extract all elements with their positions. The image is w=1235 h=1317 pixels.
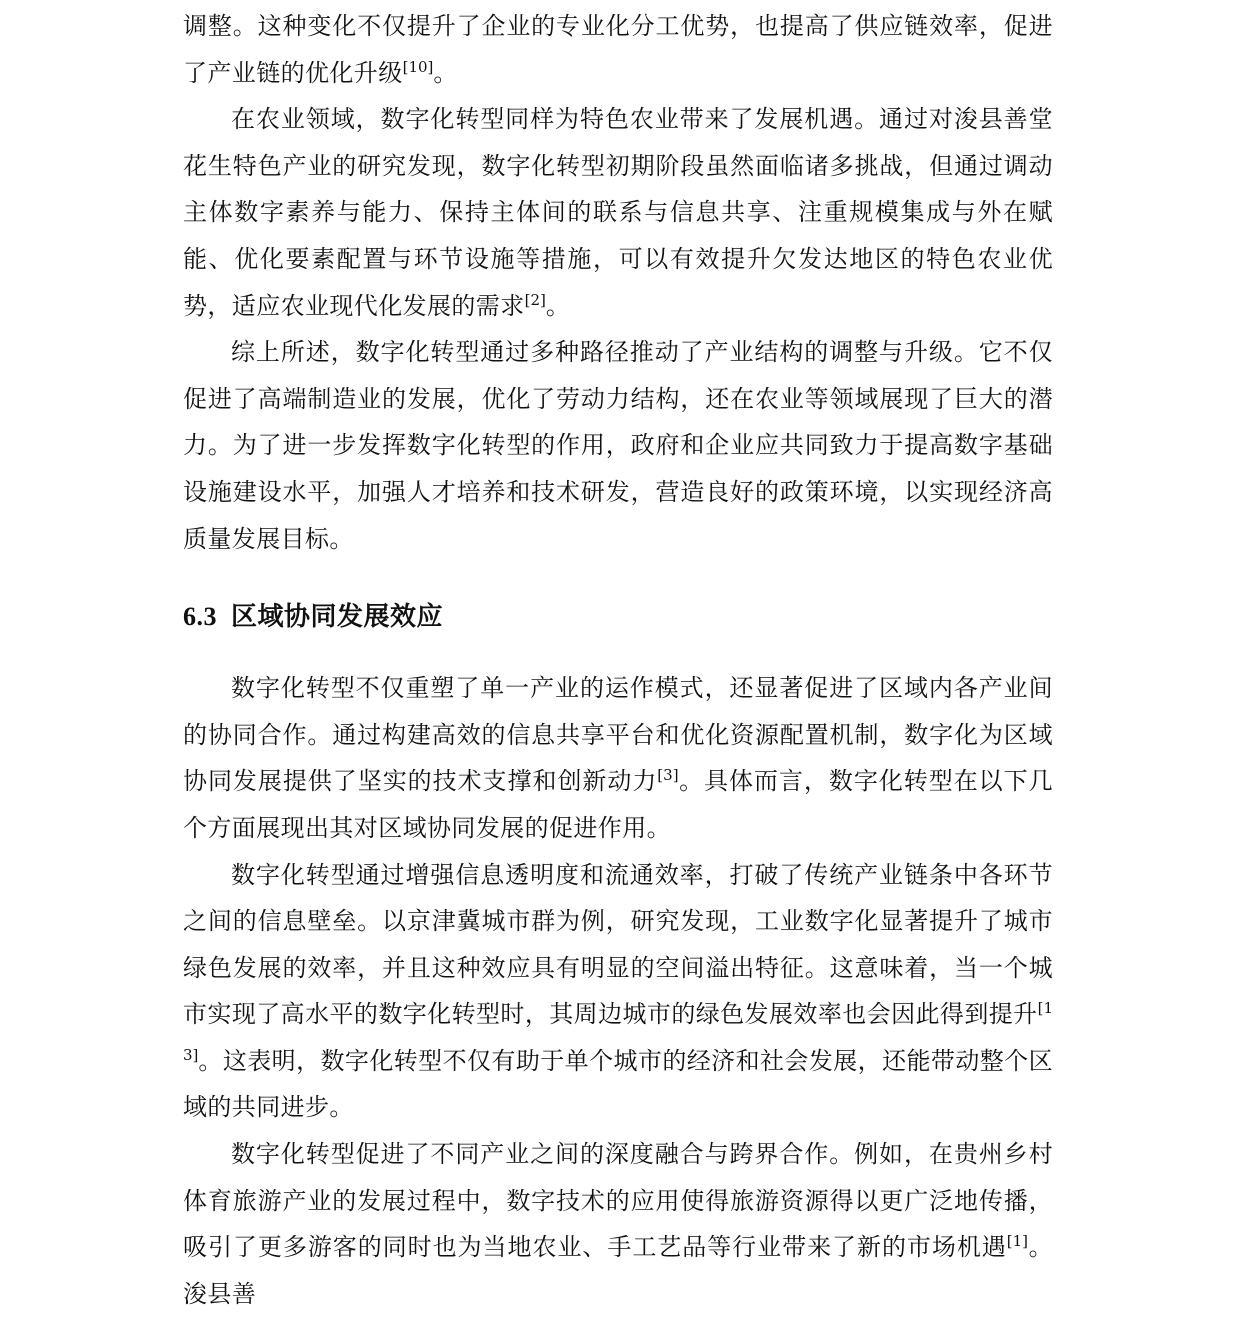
paragraph-tail: 。具体而言，数字化转型在以下几个方面展现出其对区域协同发展的促进作用。 xyxy=(183,767,1053,842)
section-heading xyxy=(183,597,1053,637)
paragraph-4 xyxy=(183,665,1053,851)
document-page xyxy=(183,0,1053,1317)
paragraph-text: 调整。这种变化不仅提升了企业的专业化分工优势，也提高了供应链效率，促进了产业链的优化升级 xyxy=(183,12,1053,87)
paragraph-5 xyxy=(183,852,1053,1132)
citation[interactable]: [10] xyxy=(402,57,434,76)
citation[interactable]: [1] xyxy=(1006,1232,1029,1251)
citation[interactable]: [2] xyxy=(524,290,546,309)
paragraph-6 xyxy=(183,1131,1053,1317)
paragraph-3 xyxy=(183,329,1053,562)
paragraph-2 xyxy=(183,96,1053,329)
paragraph-tail: 。浚县善 xyxy=(183,1233,1053,1308)
section-number: 6.3 xyxy=(183,602,217,632)
paragraph-text: 在农业领域，数字化转型同样为特色农业带来了发展机遇。通过对浚县善堂花生特色产业的研究发现，数字化转型初期阶段虽然面临诸多挑战，但通过调动主体数字素养与能力、保持主体间的联系与信息共享、注重规模集成与外在赋能、优化要素配置与环节设施等措施，可以有效提升欠发达地区的特色农业优势，适应农业现代化发展的需求 xyxy=(183,105,1053,320)
paragraph-tail: 。这表明，数字化转型不仅有助于单个城市的经济和社会发展，还能带动整个区域的共同进步。 xyxy=(183,1046,1053,1122)
paragraph-tail: 。 xyxy=(545,291,571,320)
paragraph-1 xyxy=(183,3,1053,96)
paragraph-text: 综上所述，数字化转型通过多种路径推动了产业结构的调整与升级。它不仅促进了高端制造业的发展，优化了劳动力结构，还在农业等领域展现了巨大的潜力。为了进一步发挥数字化转型的作用，政府和企业应共同致力于提高数字基础设施建设水平，加强人才培养和技术研发，营造良好的政策环境，以实现经济高质量发展目标。 xyxy=(183,338,1053,553)
paragraph-tail: 。 xyxy=(433,58,458,87)
paragraph-text: 数字化转型促进了不同产业之间的深度融合与跨界合作。例如，在贵州乡村体育旅游产业的发展过程中，数字技术的应用使得旅游资源得以更广泛地传播，吸引了更多游客的同时也为当地农业、手工艺品等行业带来了新的市场机遇 xyxy=(183,1140,1053,1262)
section-title: 区域协同发展效应 xyxy=(231,602,444,633)
paragraph-text: 数字化转型不仅重塑了单一产业的运作模式，还显著促进了区域内各产业间的协同合作。通过构建高效的信息共享平台和优化资源配置机制，数字化为区域协同发展提供了坚实的技术支撑和创新动力 xyxy=(183,674,1053,796)
paragraph-text: 数字化转型通过增强信息透明度和流通效率，打破了传统产业链条中各环节之间的信息壁垒。以京津冀城市群为例，研究发现，工业数字化显著提升了城市绿色发展的效率，并且这种效应具有明显的空间溢出特征。这意味着，当一个城市实现了高水平的数字化转型时，其周边城市的绿色发展效率也会因此得到提升 xyxy=(183,860,1053,1029)
citation[interactable]: [3] xyxy=(657,766,679,785)
citation[interactable]: [13] xyxy=(183,999,1053,1064)
